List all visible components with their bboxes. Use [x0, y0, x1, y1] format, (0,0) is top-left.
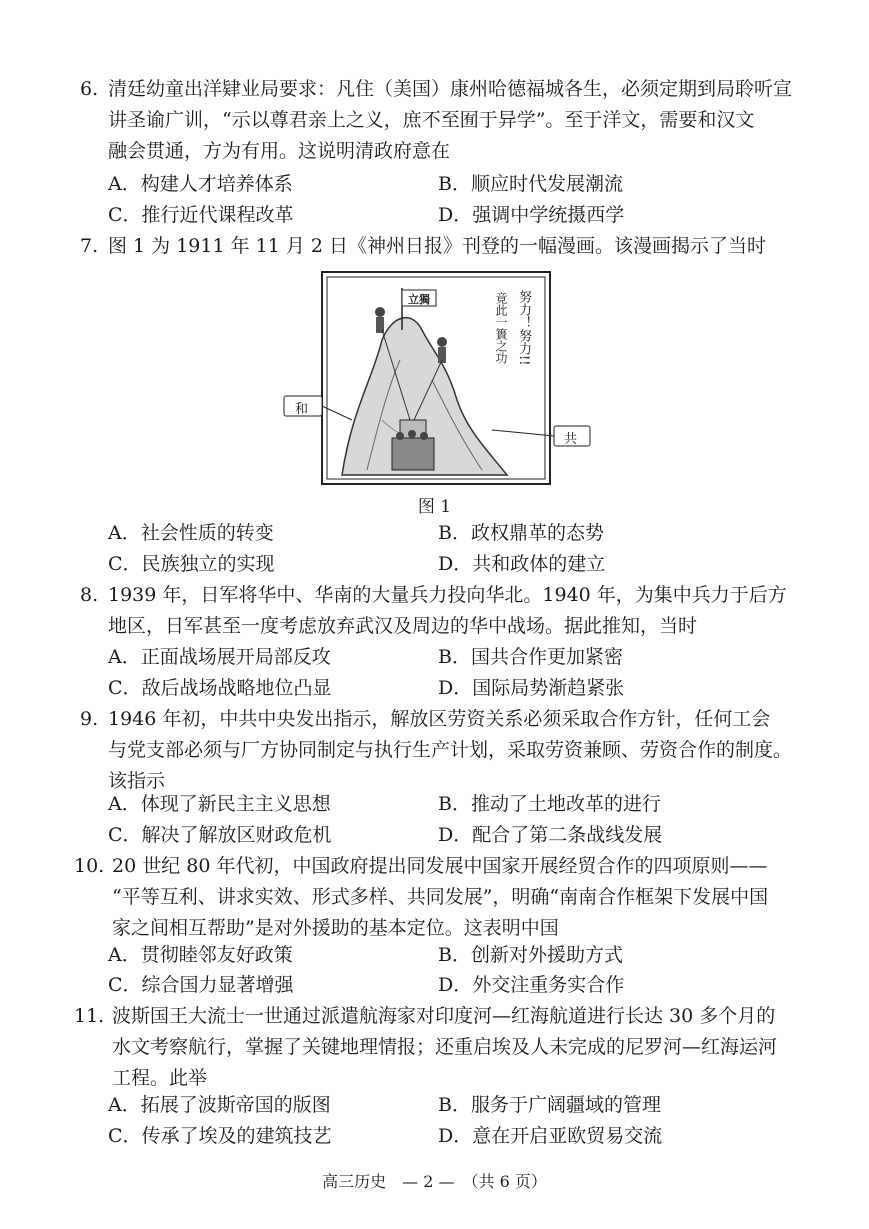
- option-c[interactable]: C．推行近代课程改革: [108, 204, 294, 226]
- question-text: 与党支部必须与厂方协同制定与执行生产计划，采取劳资兼顾、劳资合作的制度。: [108, 739, 793, 761]
- label-he: 和: [295, 402, 309, 417]
- options-q6-row2: [0, 200, 869, 231]
- option-d[interactable]: D．意在开启亚欧贸易交流: [438, 1125, 663, 1147]
- options-q8-row2: [0, 673, 869, 704]
- option-b[interactable]: B．顺应时代发展潮流: [438, 173, 623, 195]
- options-q7-row2: [0, 549, 869, 580]
- option-b[interactable]: B．推动了土地改革的进行: [438, 793, 661, 815]
- option-b[interactable]: B．服务于广阔疆域的管理: [438, 1094, 661, 1116]
- option-c[interactable]: C．综合国力显著增强: [108, 974, 294, 996]
- cartoon-slogan-2: 竟此一簣之功: [494, 292, 508, 364]
- question-text: 该指示: [108, 770, 166, 792]
- cartoon-figure: [282, 270, 594, 490]
- question-text: “平等互利、讲求实效、形式多样、共同发展”，明确“南南合作框架下发展中国: [112, 886, 769, 908]
- label-gong: 共: [564, 432, 578, 447]
- options-q8: [0, 642, 869, 673]
- question-10: [74, 851, 814, 944]
- options-q6: [0, 169, 869, 200]
- question-number: 8.: [80, 584, 99, 606]
- cartoon-illustration: [282, 270, 594, 490]
- question-text: 融会贯通，方为有用。这说明清政府意在: [108, 140, 451, 162]
- question-text: 1939 年，日军将华中、华南的大量兵力投向华北。1940 年，为集中兵力于后方: [108, 584, 787, 606]
- question-number: 6.: [80, 78, 99, 100]
- options-q7: [0, 518, 869, 549]
- options-q11: [0, 1090, 869, 1121]
- question-6: [80, 74, 820, 167]
- option-a[interactable]: A．贯彻睦邻友好政策: [108, 944, 293, 966]
- option-c[interactable]: C．传承了埃及的建筑技艺: [108, 1125, 332, 1147]
- question-number: 11.: [74, 1005, 105, 1027]
- option-a[interactable]: A．正面战场展开局部反攻: [108, 646, 331, 668]
- option-b[interactable]: B．创新对外援助方式: [438, 944, 623, 966]
- page-footer: 高三历史 — 2 — （共 6 页）: [322, 1172, 547, 1191]
- question-number: 7.: [80, 235, 99, 257]
- flag-text: 立獨: [408, 293, 430, 306]
- question-text: 水文考察航行，掌握了关键地理情报；还重启埃及人未完成的尼罗河—红海运河: [112, 1036, 778, 1058]
- option-d[interactable]: D．共和政体的建立: [438, 553, 606, 575]
- option-a[interactable]: A．社会性质的转变: [108, 522, 274, 544]
- options-q9: [0, 789, 869, 820]
- question-text: 清廷幼童出洋肄业局要求：凡住（美国）康州哈德福城各生，必须定期到局聆听宣: [108, 78, 793, 100]
- question-9: [80, 704, 820, 797]
- question-8: [80, 580, 820, 642]
- question-text: 讲圣谕广训，“示以尊君亲上之义，庶不至囿于异学”。至于洋文，需要和汉文: [108, 109, 755, 131]
- question-number: 9.: [80, 708, 99, 730]
- option-d[interactable]: D．配合了第二条战线发展: [438, 824, 663, 846]
- option-a[interactable]: A．拓展了波斯帝国的版图: [108, 1094, 331, 1116]
- options-q10: [0, 940, 869, 971]
- option-b[interactable]: B．国共合作更加紧密: [438, 646, 623, 668]
- question-text: 1946 年初，中共中央发出指示，解放区劳资关系必须采取合作方针，任何工会: [108, 708, 771, 730]
- options-q9-row2: [0, 820, 869, 851]
- option-d[interactable]: D．国际局势渐趋紧张: [438, 677, 625, 699]
- question-text: 家之间相互帮助”是对外援助的基本定位。这表明中国: [112, 917, 559, 939]
- options-q10-row2: [0, 970, 869, 1001]
- option-a[interactable]: A．体现了新民主主义思想: [108, 793, 331, 815]
- option-a[interactable]: A．构建人才培养体系: [108, 173, 293, 195]
- question-number: 10.: [74, 855, 105, 877]
- question-11: [74, 1001, 814, 1094]
- option-c[interactable]: C．敌后战场战略地位凸显: [108, 677, 332, 699]
- question-text: 图 1 为 1911 年 11 月 2 日《神州日报》刊登的一幅漫画。该漫画揭示了当时: [108, 235, 767, 257]
- option-b[interactable]: B．政权鼎革的态势: [438, 522, 604, 544]
- option-c[interactable]: C．解决了解放区财政危机: [108, 824, 332, 846]
- question-text: 工程。此举: [112, 1067, 208, 1089]
- question-7: [80, 231, 820, 262]
- question-text: 波斯国王大流士一世通过派遣航海家对印度河—红海航道进行长达 30 多个月的: [112, 1005, 776, 1027]
- option-d[interactable]: D．强调中学统摄西学: [438, 204, 625, 226]
- option-d[interactable]: D．外交注重务实合作: [438, 974, 625, 996]
- cartoon-slogan: 努力！努力!!: [516, 290, 531, 366]
- option-c[interactable]: C．民族独立的实现: [108, 553, 275, 575]
- question-text: 地区，日军甚至一度考虑放弃武汉及周边的华中战场。据此推知，当时: [108, 615, 698, 637]
- options-q11-row2: [0, 1121, 869, 1152]
- question-text: 20 世纪 80 年代初，中国政府提出同发展中国家开展经贸合作的四项原则——: [112, 855, 768, 877]
- figure-caption: 图 1: [417, 497, 452, 517]
